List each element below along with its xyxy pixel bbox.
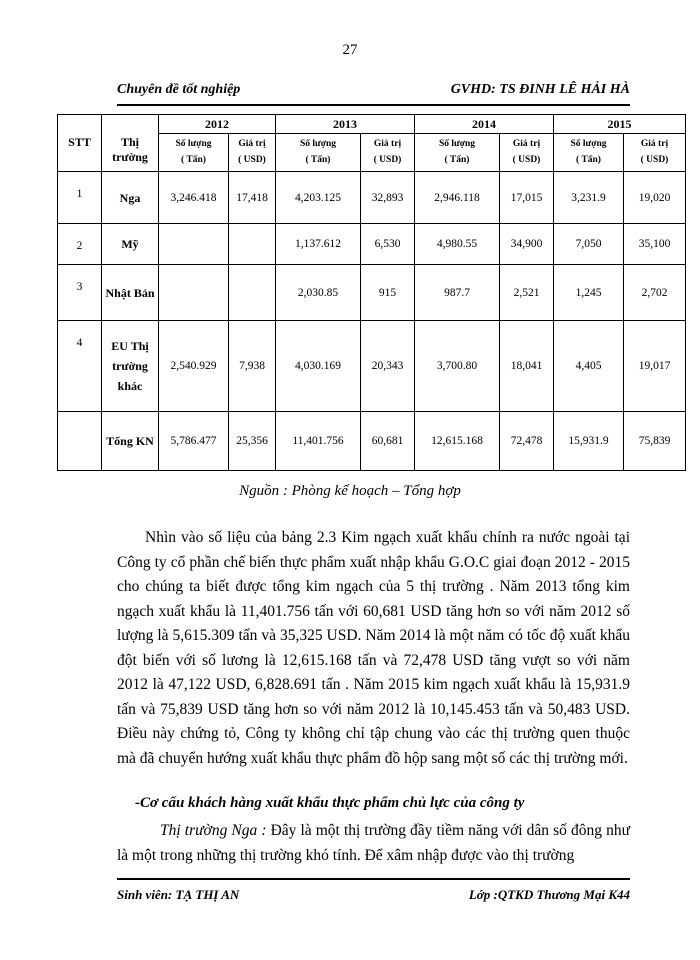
header-year: 2015 [554, 115, 686, 134]
header-left: Chuyên đề tốt nghiệp [117, 82, 241, 97]
qty-label: Số lượng [438, 139, 476, 149]
cell: 2,521 [500, 265, 554, 321]
cell: 35,100 [624, 224, 686, 265]
cell: 25,356 [229, 412, 276, 471]
cell [159, 265, 229, 321]
table-row [58, 321, 686, 412]
table-row [58, 265, 686, 321]
cell: 3,700.80 [415, 321, 500, 412]
val-label: Giá trị [238, 139, 266, 149]
qty-label: Số lượng [175, 139, 212, 149]
qty-label: Số lượng [570, 139, 607, 149]
header-val [361, 134, 415, 172]
table-source: Nguồn : Phòng kế hoạch – Tổng hợp [239, 483, 461, 499]
cell: 5,786.477 [159, 412, 229, 471]
cell: 3,231.9 [554, 172, 624, 224]
cell: 4,203.125 [276, 172, 361, 224]
cell: 17,418 [229, 172, 276, 224]
cell: 1,245 [554, 265, 624, 321]
row-stt [58, 412, 102, 471]
page-number: 27 [342, 42, 358, 58]
paragraph-2 [117, 819, 630, 868]
cell: 2,702 [624, 265, 686, 321]
body-paragraph [117, 526, 630, 771]
row-stt: 1 [58, 172, 102, 224]
cell: 32,893 [361, 172, 415, 224]
cell: 60,681 [361, 412, 415, 471]
header-qty [415, 134, 500, 172]
cell: 2,540.929 [159, 321, 229, 412]
cell: 6,530 [361, 224, 415, 265]
qty-unit: ( Tấn) [305, 155, 331, 165]
header-qty [554, 134, 624, 172]
cell: 1,137.612 [276, 224, 361, 265]
cell: 19,020 [624, 172, 686, 224]
header-market: Thị trường [102, 115, 159, 172]
cell: 11,401.756 [276, 412, 361, 471]
header-stt: STT [58, 115, 102, 172]
cell: 12,615.168 [415, 412, 500, 471]
val-unit: ( USD) [373, 155, 402, 165]
footer-right: Lớp :QTKD Thương Mại K44 [468, 887, 630, 902]
header-year: 2013 [276, 115, 415, 134]
export-table [57, 114, 686, 471]
header-val [500, 134, 554, 172]
header-year: 2014 [415, 115, 554, 134]
cell: 18,041 [500, 321, 554, 412]
row-market: Nhật Bản [102, 265, 159, 321]
val-unit: ( USD) [238, 155, 266, 165]
cell: 75,839 [624, 412, 686, 471]
table-total-row [58, 412, 686, 471]
val-unit: ( USD) [640, 155, 669, 165]
page-header [117, 80, 630, 106]
row-market: Nga [102, 172, 159, 224]
row-stt: 3 [58, 265, 102, 321]
val-label: Giá trị [373, 139, 402, 149]
cell [229, 224, 276, 265]
footer-left: Sinh viên: TẠ THỊ AN [117, 887, 240, 902]
cell: 17,015 [500, 172, 554, 224]
header-year: 2012 [159, 115, 276, 134]
cell: 987.7 [415, 265, 500, 321]
paragraph-lead: Thị trường Nga : [160, 822, 267, 839]
qty-unit: ( Tấn) [181, 155, 206, 165]
cell: 34,900 [500, 224, 554, 265]
qty-unit: ( Tấn) [444, 155, 470, 165]
val-unit: ( USD) [512, 155, 541, 165]
row-market: Mỹ [102, 224, 159, 265]
cell: 2,030.85 [276, 265, 361, 321]
table-row [58, 172, 686, 224]
cell: 4,405 [554, 321, 624, 412]
header-right: GVHD: TS ĐINH LÊ HẢI HÀ [450, 82, 630, 97]
header-qty [159, 134, 229, 172]
row-stt: 4 [58, 321, 102, 412]
cell: 72,478 [500, 412, 554, 471]
cell: 2,946.118 [415, 172, 500, 224]
row-stt: 2 [58, 224, 102, 265]
header-val [624, 134, 686, 172]
cell: 7,050 [554, 224, 624, 265]
cell: 4,030.169 [276, 321, 361, 412]
paragraph-text: Nhìn vào số liệu của bảng 2.3 Kim ngạch xuất khẩu chính ra nước ngoài tại Công ty cổ phần chế biến thực phẩm xuất nhập khẩu G.O.C giai đoạn 2012 - 2015 cho chúng ta biết được tổng kim ngạch của 5 thị trường . Năm 2013 tổng kim ngạch xuất khẩu là 11,401.756 tấn với 60,681 USD tăng hơn so với năm 2012 số lượng là 5,615.309 tấn và 35,325 USD. Năm 2014 là một năm có tốc độ xuất khẩu đột biến với số lương là 12,615.168 tấn và 72,478 USD tăng vượt so với năm 2012 là 47,122 USD, 6,828.691 tấn . Năm 2015 kim ngạch xuất khẩu là 15,931.9 tấn và 75,839 USD tăng hơn so với năm 2012 là 10,145.453 tấn và 50,483 USD. Điều này chứng tỏ, Công ty không chỉ tập chung vào các thị trường quen thuộc mà đã chuyển hướng xuất khẩu thực phẩm đồ hộp sang một số các thị trường mới. [117, 529, 630, 767]
row-market: Tổng KN [102, 412, 159, 471]
paragraph-2-text: Đây là một thị trường đầy tiềm năng với dân số đông như là một trong những thị trường khó tính. Để xâm nhập được vào thị trường [117, 822, 630, 864]
cell: 20,343 [361, 321, 415, 412]
header-qty [276, 134, 361, 172]
cell: 15,931.9 [554, 412, 624, 471]
row-market: EU Thị trường khác [102, 321, 159, 412]
cell [159, 224, 229, 265]
cell: 3,246.418 [159, 172, 229, 224]
cell: 7,938 [229, 321, 276, 412]
section-heading: -Cơ cấu khách hàng xuất khẩu thực phẩm chủ lực của công ty [135, 795, 525, 811]
cell [229, 265, 276, 321]
header-val [229, 134, 276, 172]
body-paragraph-2 [117, 819, 630, 868]
val-label: Giá trị [640, 139, 669, 149]
page-footer [117, 878, 630, 910]
cell: 915 [361, 265, 415, 321]
qty-label: Số lượng [299, 139, 337, 149]
val-label: Giá trị [512, 139, 541, 149]
table-row [58, 224, 686, 265]
cell: 19,017 [624, 321, 686, 412]
table-year-row [58, 115, 686, 134]
cell: 4,980.55 [415, 224, 500, 265]
qty-unit: ( Tấn) [576, 155, 601, 165]
